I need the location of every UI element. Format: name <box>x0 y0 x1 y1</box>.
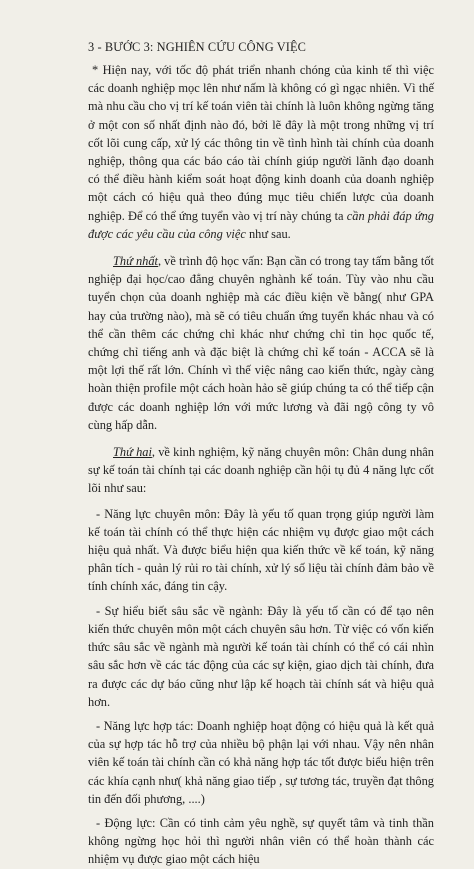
section-heading: 3 - BƯỚC 3: NGHIÊN CỨU CÔNG VIỆC <box>88 40 307 54</box>
education-text: , về trình độ học vấn: Bạn cần có trong tay tấm bằng tốt nghiệp đại học/cao đẳng chuyên nghành kế toán. Tùy vào nhu cầu tuyển chọn của doanh nghiệp mà các điều kiện về bằng( như GPA hay của trường nào), mà sẽ có tiêu chuẩn ứng tuyển khác nhau và có thể cần thêm các chứng chỉ khác như chứng chỉ tin học quốc tế, chứng chỉ tiếng anh và đặc biệt là chứng chỉ kế toán - ACCA sẽ là một lợi thế rất lớn. Chính vì thế việc nâng cao kiến thức, ngày càng hoàn thiện profile một cách hoàn hảo sẽ giúp chúng ta có thể tiếp cận được các doanh nghiệp lớn với mức lương và đãi ngộ công ty vô cùng hấp dẫn. <box>88 254 434 432</box>
list-item-professional-competence: - Năng lực chuyên môn: Đây là yếu tố quan trọng giúp người làm kế toán tài chính có thể thực hiện các nhiệm vụ được giao một cách hiệu quả nhất. Và được biểu hiện qua kiến thức về kế toán, kỹ năng phân tích - quản lý rủi ro tài chính, xử lý số liệu tài chính đảm bảo về tính chính xác, đáng tin cậy. <box>88 506 434 594</box>
intro-paragraph <box>88 61 434 243</box>
intro-italic-text: cần phải đáp ứng được các yêu cầu của công việc <box>88 208 434 241</box>
list-item-industry-understanding: - Sự hiểu biết sâu sắc về ngành: Đây là yếu tố cần có để tạo nên kiến thức chuyên môn một cách chuyên sâu hơn. Từ việc có vốn kiến thức sâu sắc về ngành mà người kế toán tài chính có thể có cái nhìn sâu sắc hơn về các tác động của các sự kiện, giao dịch tài chính, đưa ra được các dự báo cũng như lập kế hoạch tài chính sát và hiệu quả hơn. <box>88 603 434 709</box>
intro-tail: như sau. <box>245 226 291 241</box>
intro-text: * Hiện nay, với tốc độ phát triển nhanh chóng của kinh tế thì việc các doanh nghiệp mọc lên như nấm là không có gì ngạc nhiên. Vì thế mà nhu cầu cho vị trí kế toán viên tài chính là luôn không ngừng tăng ở một con số nhất định nào đó, bởi lẽ đây là một trong những vị trí cốt lõi cung cấp, xử lý các thông tin về tình hình tài chính của doanh nghiệp, thông qua các báo cáo tài chính giúp người lãnh đạo doanh có thể điều hành kiểm soát hoạt động kinh doanh của doanh nghiệp một cách có hiệu quả theo đúng mục tiêu chiến lược của doanh nghiệp. Để có thể ứng tuyển vào vị trí này chúng ta <box>88 63 434 223</box>
experience-text: , về kinh nghiệm, kỹ năng chuyên môn: Chân dung nhân sự kế toán tài chính tại các doanh nghiệp cần hội tụ đủ 4 năng lực cốt lõi như sau: <box>88 445 434 496</box>
list-item-motivation: - Động lực: Cần có tinh cảm yêu nghề, sự quyết tâm và tinh thần không ngừng học hỏi thì người nhân viên có thể hoàn thành các nhiệm vụ được giao một cách hiệu <box>88 815 434 867</box>
paragraph-education <box>88 252 434 434</box>
list-item-cooperation: - Năng lực hợp tác: Doanh nghiệp hoạt động có hiệu quả là kết quả của sự hợp tác hỗ trợ của nhiều bộ phận lại với nhau. Vậy nên nhân viên kế toán tài chính cần có khả năng hợp tác tốt được biểu hiện trên các khía cạnh như( khả năng giao tiếp , sự tương tác, truyền đạt thông tin đến đối phương, ....) <box>88 718 434 806</box>
label-first: Thứ nhất <box>113 254 158 269</box>
label-second: Thứ hai <box>113 445 152 460</box>
paragraph-experience <box>88 443 434 498</box>
